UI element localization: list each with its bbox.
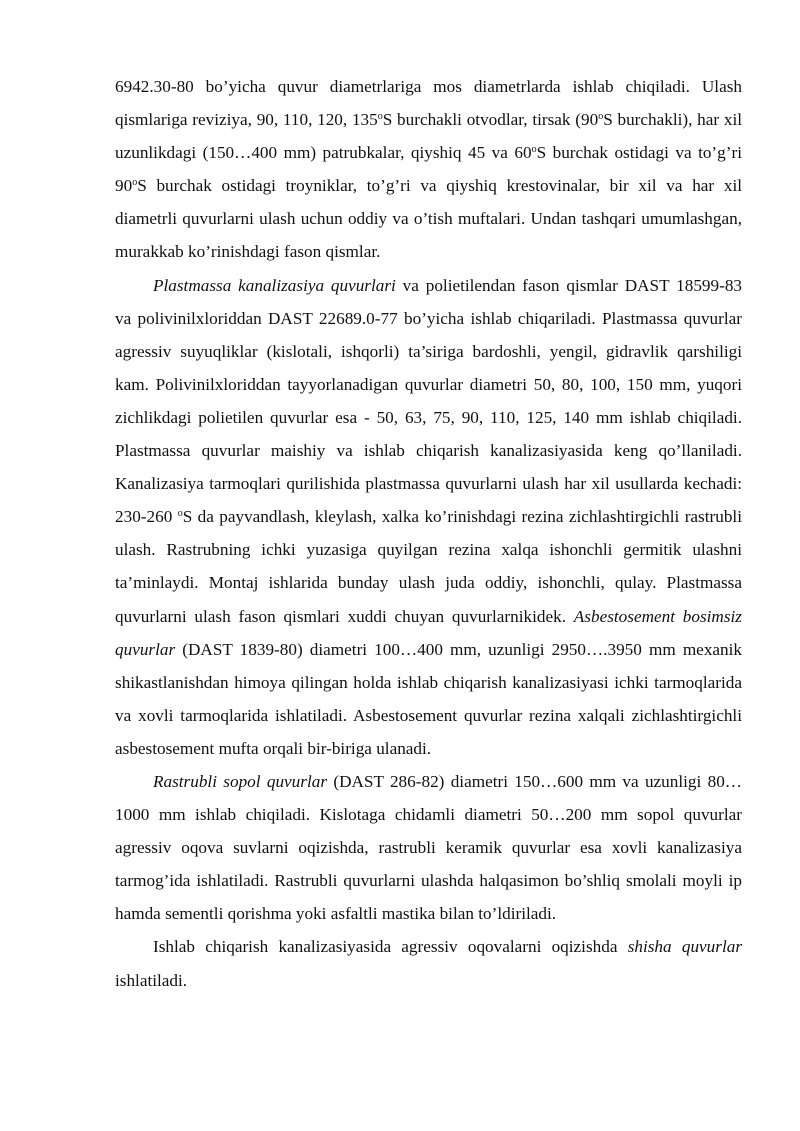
text-run: S burchakli), har xil uzunlikdagi (150…400 mm) patrubkalar, qiyshiq 45 va 60: [115, 110, 743, 163]
degree-superscript: o: [531, 144, 537, 156]
paragraph-glass-pipes: [115, 930, 742, 996]
text-run: S burchak ostidagi troyniklar, to’g’ri va qiyshiq krestovinalar, bir xil va har xil diametrli quvurlarni ulash uchun oddiy va o’tish muftalari. Undan tashqari umumlashgan, murakkab ko’rinishdagi fason qismlar.: [115, 176, 742, 262]
text-run: (DAST 286-82) diametri 150…600 mm va uzunligi 80…1000 mm ishlab chiqiladi. Kislotaga chidamli diametri 50…200 mm sopol quvurlar agressiv oqova suvlarni oqizishda, rastrubli keramik quvurlar esa xovli kanalizasiya tarmog’ida ishlatiladi. Rastrubli quvurlarni ulashda halqasimon bo’shliq smolali moyli ip hamda sementli qorishma yoki asfaltli mastika bilan to’ldiriladi.: [115, 771, 742, 924]
text-run: va polietilendan fason qismlar DAST 18599-83 va polivinilxloriddan DAST 22689.0-77 bo’yicha ishlab chiqariladi. Plastmassa quvurlar agressiv suyuqliklar (kislotali, ishqorli) ta’siriga bardoshli, yengil, gidravlik qarshiligi kam. Polivinilxloriddan tayyorlanadigan quvurlar diametri 50, 80, 100, 150 mm, yuqori zichlikdagi polietilen quvurlar esa - 50, 63, 75, 90, 110, 125, 140 mm ishlab chiqiladi. Plastmassa quvurlar maishiy va ishlab chiqarish kanalizasiyasida keng qo’llaniladi. Kanalizasiya tarmoqlari qurilishida plastmassa quvurlarni ulash har xil usullarda kechadi: 230-260: [115, 275, 743, 527]
italic-term: shisha quvurlar: [627, 937, 743, 957]
italic-term: Rastrubli sopol quvurlar: [153, 771, 328, 791]
text-run: Ishlab chiqarish kanalizasiyasida agressiv oqovalarni oqizishda: [153, 937, 628, 957]
text-run: 6942.30-80 bo’yicha quvur diametrlariga mos diametrlarda ishlab chiqiladi. Ulash qismlariga reviziya, 90, 110, 120, 135: [115, 77, 742, 130]
document-page: [115, 70, 742, 997]
degree-superscript: o: [177, 508, 183, 520]
paragraph-plastic-pipes: [115, 269, 742, 765]
degree-superscript: o: [598, 111, 604, 123]
text-run: S burchak ostidagi va to’g’ri 90: [115, 143, 742, 196]
text-run: (DAST 1839-80) diametri 100…400 mm, uzunligi 2950….3950 mm mexanik shikastlanishdan himoya qilingan holda ishlab chiqarish kanalizasiyasi ichki tarmoqlarida va xovli tarmoqlarida ishlatiladi. Asbestosement quvurlar rezina xalqali zichlashtirgichli asbestosement mufta orqali bir-biriga ulanadi.: [115, 639, 742, 758]
degree-superscript: o: [377, 111, 383, 123]
text-run: ishlatiladi.: [115, 970, 188, 990]
degree-superscript: o: [132, 177, 138, 189]
italic-term: Plastmassa kanalizasiya quvurlari: [153, 275, 396, 295]
paragraph-fittings: [115, 70, 742, 269]
text-run: S burchakli otvodlar, tirsak (90: [382, 110, 599, 130]
text-run: S da payvandlash, kleylash, xalka ko’rinishdagi rezina zichlashtirgichli rastrubli ulash. Rastrubning ichki yuzasiga quyilgan rezina xalqa ishonchli germitik ulashni ta’minlaydi. Montaj ishlarida bunday ulash juda oddiy, ishonchli, qulay. Plastmassa quvurlarni ulash fason qismlari xuddi chuyan quvurlarnikidek.: [115, 507, 742, 626]
paragraph-ceramic-pipes: [115, 765, 742, 930]
italic-term: Asbestosement bosimsiz quvurlar: [115, 606, 742, 659]
